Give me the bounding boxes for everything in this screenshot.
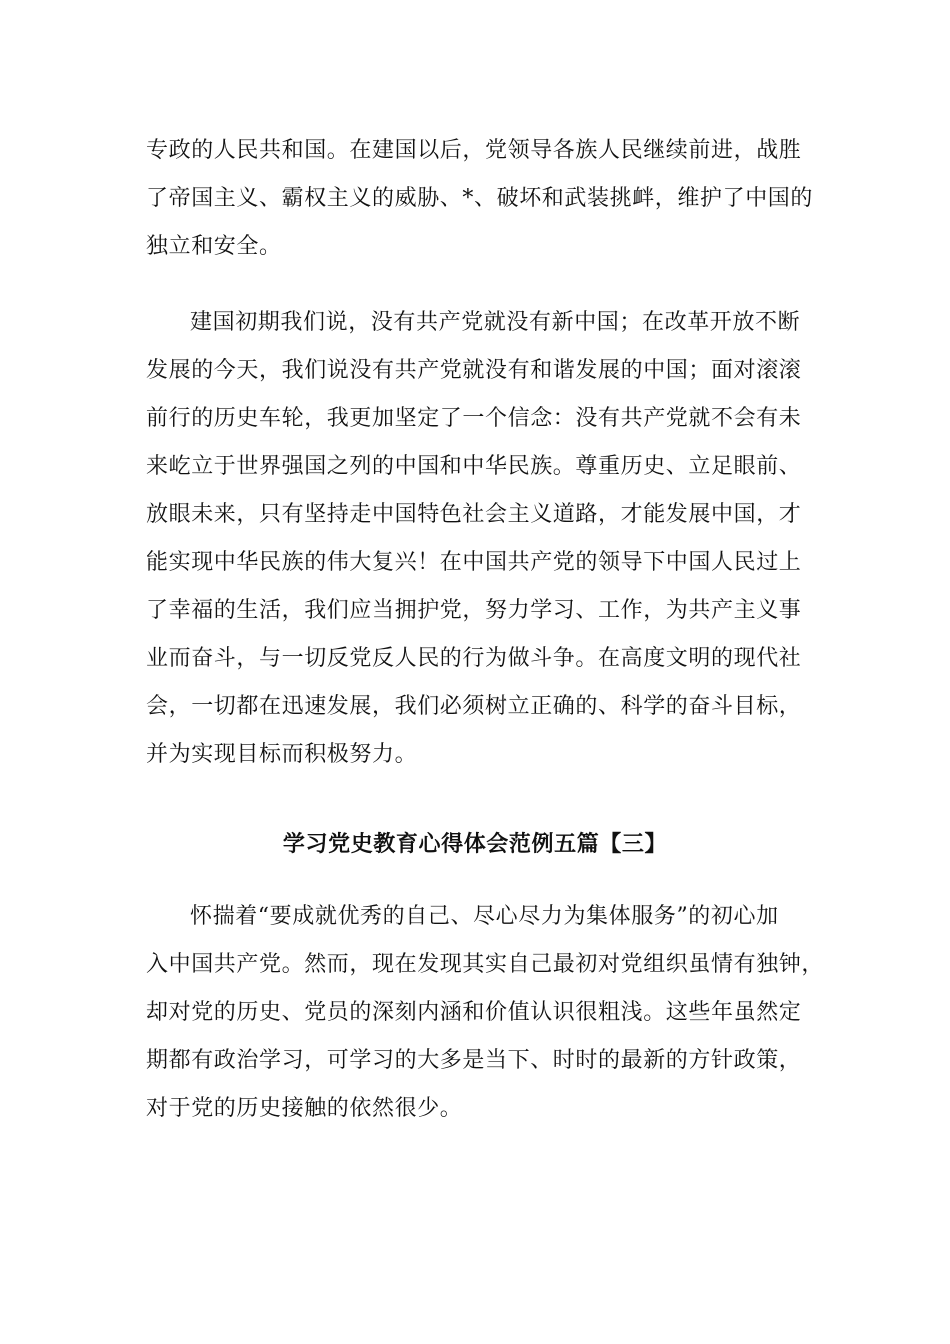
text-line: 怀揣着“要成就优秀的自己、尽心尽力为集体服务”的初心加 [190,904,779,929]
text-line: 了帝国主义、霸权主义的威胁、*、破坏和武装挑衅，维护了中国的 [146,186,814,211]
text-line: 对于党的历史接触的依然很少。 [146,1096,463,1121]
section-heading: 学习党史教育心得体会范例五篇【三】 [282,831,668,857]
text-line: 放眼未来，只有坚持走中国特色社会主义道路，才能发展中国，才 [146,502,802,527]
text-line: 来屹立于世界强国之列的中国和中华民族。尊重历史、立足眼前、 [146,454,802,479]
text-line: 并为实现目标而积极努力。 [146,742,418,767]
text-line: 专政的人民共和国。在建国以后，党领导各族人民继续前进，战胜 [146,138,802,163]
text-line: 会，一切都在迅速发展，我们必须树立正确的、科学的奋斗目标， [146,694,802,719]
text-line: 业而奋斗，与一切反党反人民的行为做斗争。在高度文明的现代社 [146,646,802,671]
text-line: 了幸福的生活，我们应当拥护党，努力学习、工作，为共产主义事 [146,598,802,623]
text-line: 入中国共产党。然而，现在发现其实自己最初对党组织虽情有独钟， [146,952,825,977]
text-line: 期都有政治学习，可学习的大多是当下、时时的最新的方针政策， [146,1048,802,1073]
text-line: 前行的历史车轮，我更加坚定了一个信念：没有共产党就不会有未 [146,406,802,431]
text-line: 建国初期我们说，没有共产党就没有新中国；在改革开放不断 [190,310,801,335]
text-line: 独立和安全。 [146,234,282,259]
text-line: 发展的今天，我们说没有共产党就没有和谐发展的中国；面对滚滚 [146,358,802,383]
text-line: 能实现中华民族的伟大复兴！在中国共产党的领导下中国人民过上 [146,550,802,575]
text-line: 却对党的历史、党员的深刻内涵和价值认识很粗浅。这些年虽然定 [146,1000,802,1025]
